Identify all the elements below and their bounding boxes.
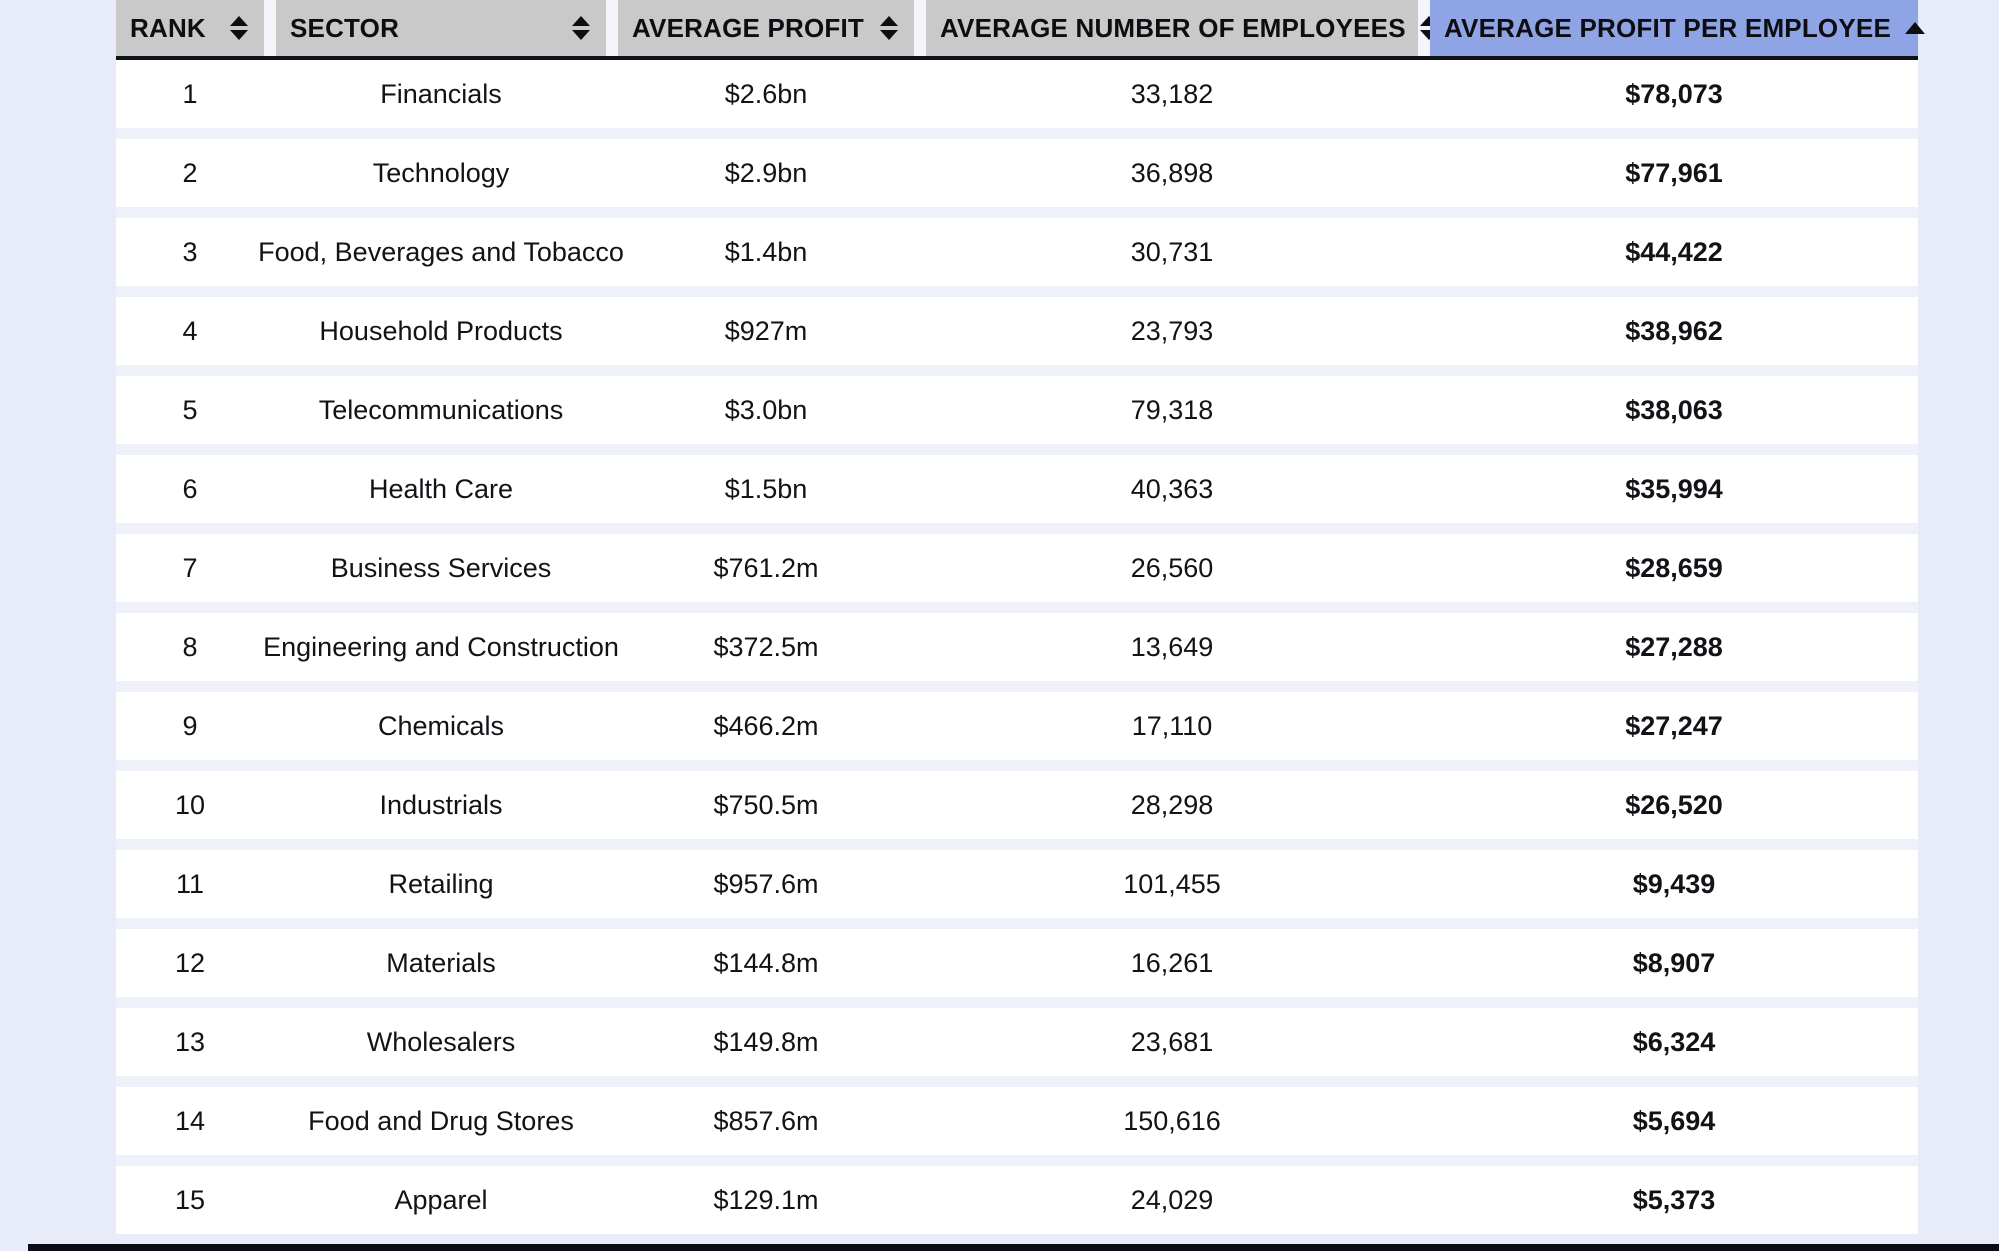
- cell-average-profit: $2.6bn: [724, 78, 808, 109]
- cell-sector: Business Services: [330, 552, 552, 583]
- cell-sector: Health Care: [368, 473, 514, 504]
- table-row: [116, 139, 1918, 207]
- cell-average-number-of-employees: 23,681: [1130, 1026, 1214, 1057]
- cell-average-profit: $144.8m: [713, 947, 819, 978]
- sort-down-arrow-icon: [572, 30, 590, 40]
- cell-sector: Chemicals: [377, 710, 505, 741]
- cell-average-profit-per-employee: $28,659: [1625, 552, 1723, 583]
- cell-sector: Apparel: [394, 1184, 488, 1215]
- cell-rank: 4: [182, 315, 198, 346]
- cell-average-profit-per-employee: $6,324: [1632, 1026, 1716, 1057]
- cell-average-number-of-employees: 40,363: [1130, 473, 1214, 504]
- cell-sector: Materials: [386, 947, 496, 978]
- cell-average-number-of-employees: 101,455: [1123, 868, 1221, 899]
- sort-both-icon: [572, 16, 590, 40]
- cell-average-profit: $750.5m: [713, 789, 819, 820]
- table-row: [116, 1008, 1918, 1076]
- table-row: [116, 1166, 1918, 1234]
- cell-average-profit-per-employee: $78,073: [1625, 78, 1723, 109]
- table-row: [116, 929, 1918, 997]
- cell-average-profit: $857.6m: [713, 1105, 819, 1136]
- cell-average-profit: $957.6m: [713, 868, 819, 899]
- sort-down-arrow-icon: [230, 30, 248, 40]
- column-header-average-profit-per-employee[interactable]: [1430, 0, 1918, 56]
- cell-average-number-of-employees: 28,298: [1130, 789, 1214, 820]
- cell-average-profit: $372.5m: [713, 631, 819, 662]
- cell-average-profit: $466.2m: [713, 710, 819, 741]
- cell-average-profit-per-employee: $44,422: [1625, 236, 1723, 267]
- sort-up-arrow-icon: [230, 16, 248, 26]
- cell-average-number-of-employees: 30,731: [1130, 236, 1214, 267]
- cell-rank: 5: [182, 394, 198, 425]
- cell-sector: Food and Drug Stores: [308, 1105, 574, 1136]
- table-row: [116, 771, 1918, 839]
- table-row: [116, 692, 1918, 760]
- cell-average-number-of-employees: 23,793: [1130, 315, 1214, 346]
- cell-average-profit: $149.8m: [713, 1026, 819, 1057]
- cell-rank: 15: [174, 1184, 206, 1215]
- cell-average-profit: $927m: [724, 315, 808, 346]
- table-row: [116, 60, 1918, 128]
- table-row: [116, 376, 1918, 444]
- cell-sector: Household Products: [319, 315, 563, 346]
- cell-average-number-of-employees: 36,898: [1130, 157, 1214, 188]
- sort-asc-icon: [1905, 22, 1925, 34]
- column-header-average-number-of-employees[interactable]: [926, 0, 1418, 56]
- cell-average-profit-per-employee: $38,063: [1625, 394, 1723, 425]
- cell-average-number-of-employees: 33,182: [1130, 78, 1214, 109]
- cell-sector: Financials: [380, 78, 502, 109]
- bottom-divider-bar: [28, 1244, 1999, 1251]
- sector-ranking-table: [116, 0, 1918, 1234]
- column-header-rank[interactable]: [116, 0, 264, 56]
- table-row: [116, 613, 1918, 681]
- cell-rank: 8: [182, 631, 198, 662]
- cell-average-number-of-employees: 24,029: [1130, 1184, 1214, 1215]
- cell-average-profit-per-employee: $5,694: [1632, 1105, 1716, 1136]
- cell-average-number-of-employees: 13,649: [1130, 631, 1214, 662]
- sort-up-arrow-icon: [572, 16, 590, 26]
- sort-both-icon: [880, 16, 898, 40]
- column-header-average-profit-label: AVERAGE PROFIT: [632, 12, 865, 43]
- cell-average-profit-per-employee: $27,288: [1625, 631, 1723, 662]
- cell-sector: Food, Beverages and Tobacco: [258, 236, 624, 267]
- column-header-rank-label: RANK: [130, 12, 206, 43]
- cell-rank: 9: [182, 710, 198, 741]
- sort-both-icon: [230, 16, 248, 40]
- cell-rank: 13: [174, 1026, 206, 1057]
- cell-sector: Technology: [372, 157, 510, 188]
- cell-rank: 11: [175, 868, 205, 899]
- cell-rank: 10: [174, 789, 206, 820]
- table-row: [116, 218, 1918, 286]
- table-body: [116, 60, 1918, 1234]
- cell-rank: 14: [174, 1105, 206, 1136]
- cell-rank: 1: [182, 78, 198, 109]
- cell-average-profit: $1.4bn: [724, 236, 808, 267]
- cell-average-profit: $1.5bn: [724, 473, 808, 504]
- column-header-sector-label: SECTOR: [290, 12, 400, 43]
- cell-average-profit-per-employee: $8,907: [1632, 947, 1716, 978]
- column-header-average-profit-per-employee-label: AVERAGE PROFIT PER EMPLOYEE: [1444, 12, 1891, 43]
- cell-average-profit: $761.2m: [713, 552, 819, 583]
- cell-average-profit-per-employee: $27,247: [1625, 710, 1723, 741]
- table-row: [116, 534, 1918, 602]
- table-row: [116, 850, 1918, 918]
- cell-average-profit-per-employee: $5,373: [1632, 1184, 1716, 1215]
- sort-up-arrow-icon: [1905, 22, 1925, 34]
- cell-rank: 6: [182, 473, 198, 504]
- cell-average-profit-per-employee: $77,961: [1625, 157, 1723, 188]
- cell-average-number-of-employees: 16,261: [1130, 947, 1214, 978]
- cell-average-profit-per-employee: $35,994: [1625, 473, 1723, 504]
- cell-rank: 12: [174, 947, 206, 978]
- cell-sector: Telecommunications: [318, 394, 564, 425]
- cell-average-profit-per-employee: $26,520: [1625, 789, 1723, 820]
- table-row: [116, 455, 1918, 523]
- cell-sector: Wholesalers: [366, 1026, 516, 1057]
- cell-sector: Industrials: [379, 789, 503, 820]
- table-header-row: [116, 0, 1918, 60]
- cell-rank: 2: [182, 157, 198, 188]
- cell-rank: 7: [182, 552, 198, 583]
- column-header-average-number-of-employees-label: AVERAGE NUMBER OF EMPLOYEES: [940, 12, 1406, 43]
- cell-average-profit: $129.1m: [713, 1184, 819, 1215]
- cell-average-profit: $3.0bn: [724, 394, 808, 425]
- cell-average-profit-per-employee: $9,439: [1632, 868, 1716, 899]
- column-header-sector[interactable]: [276, 0, 606, 56]
- cell-rank: 3: [182, 236, 198, 267]
- table-row: [116, 297, 1918, 365]
- sort-down-arrow-icon: [880, 30, 898, 40]
- cell-average-number-of-employees: 79,318: [1130, 394, 1214, 425]
- cell-average-number-of-employees: 150,616: [1123, 1105, 1221, 1136]
- cell-sector: Engineering and Construction: [263, 631, 619, 662]
- sort-up-arrow-icon: [880, 16, 898, 26]
- table-row: [116, 1087, 1918, 1155]
- cell-average-profit: $2.9bn: [724, 157, 808, 188]
- cell-average-number-of-employees: 26,560: [1130, 552, 1214, 583]
- cell-sector: Retailing: [388, 868, 494, 899]
- cell-average-number-of-employees: 17,110: [1131, 710, 1213, 741]
- cell-average-profit-per-employee: $38,962: [1625, 315, 1723, 346]
- column-header-average-profit[interactable]: [618, 0, 914, 56]
